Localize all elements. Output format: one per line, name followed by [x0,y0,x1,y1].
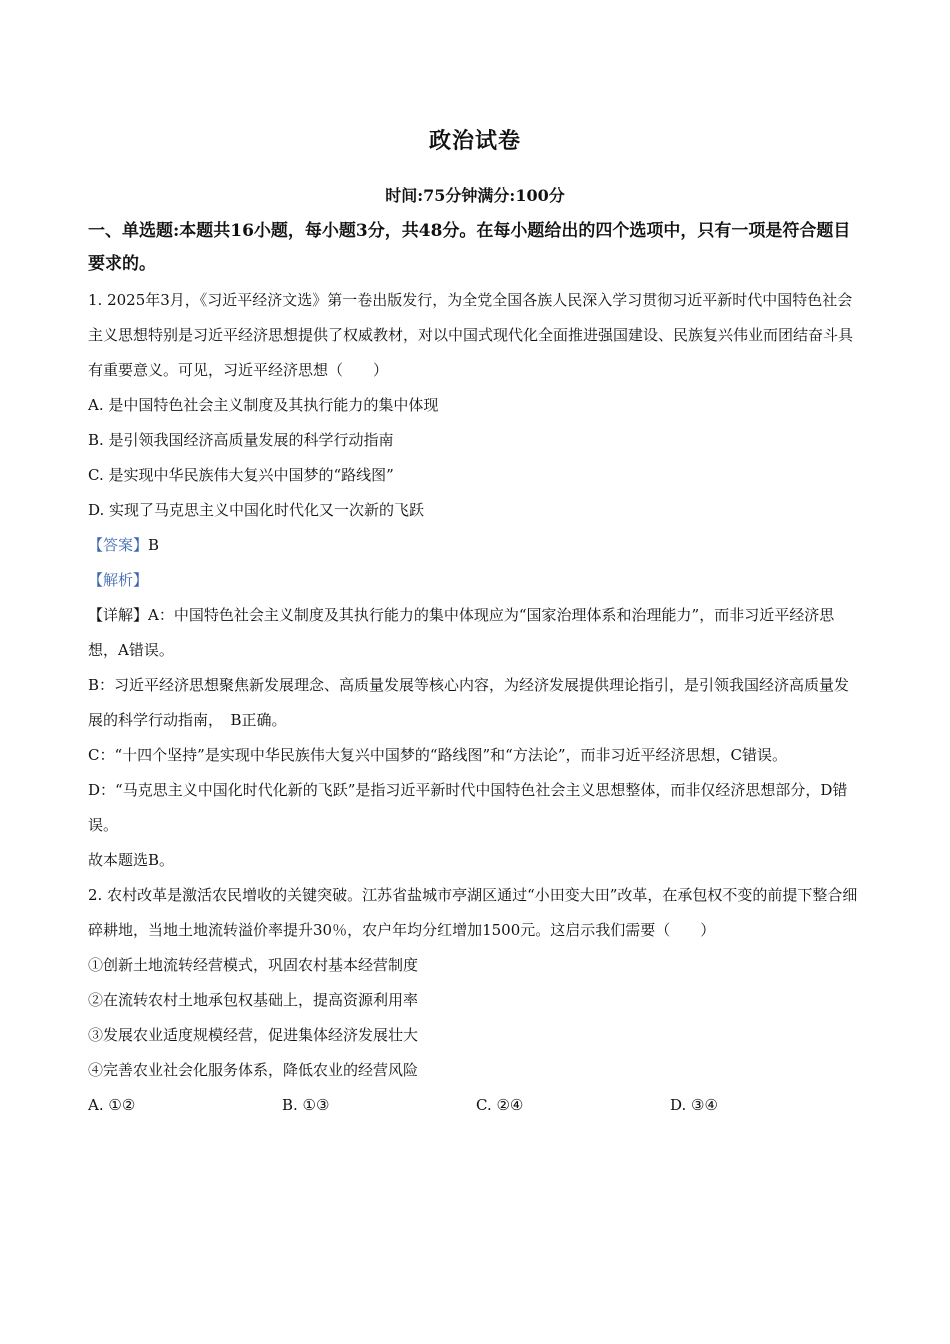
analysis-tag: 【解析】 [88,571,149,589]
answer-tag: 【答案】 [88,536,149,554]
question-2-statement-4: ④完善农业社会化服务体系，降低农业的经营风险 [88,1061,419,1079]
detail-c: C：“十四个坚持”是实现中华民族伟大复兴中国梦的“路线图”和“方法论”，而非习近平经济思想，C错误。 [88,746,787,764]
question-1-stem: 1. 2025年3月，《习近平经济文选》第一卷出版发行，为全党全国各族人民深入学习贯彻习近平新时代中国特色社会主义思想特别是习近平经济思想提供了权威教材，对以中国式现代化全面推进强国建设、民族复兴伟业而团结奋斗具有重要意义。可见，习近平经济思想（ ） [88,291,854,379]
question-2-choices [88,1088,864,1123]
page-title: 政治试卷 [428,128,521,154]
question-2-choice-d: D. ③④ [670,1096,718,1114]
analysis-line [88,563,864,598]
exam-time-score: 时间:75分钟满分:100分 [385,186,565,205]
question-2-choice-b: B. ①③ [282,1096,330,1114]
conclusion: 故本题选B。 [88,851,175,869]
question-1-option-a: A. 是中国特色社会主义制度及其执行能力的集中体现 [88,396,439,414]
detail-a-text: A：中国特色社会主义制度及其执行能力的集中体现应为“国家治理体系和治理能力”，而非习近平经济思想，A错误。 [88,606,835,659]
answer-line [88,528,864,563]
exam-content [88,215,864,1123]
detail-b: B：习近平经济思想聚焦新发展理念、高质量发展等核心内容，为经济发展提供理论指引，是引领我国经济高质量发展的科学行动指南， B正确。 [88,676,850,729]
question-2-stem: 2. 农村改革是激活农民增收的关键突破。江苏省盐城市亭湖区通过“小田变大田”改革，在承包权不变的前提下整合细碎耕地，当地土地流转溢价率提升30％，农户年均分红增加1500元。这启示我们需要（ ） [88,886,858,939]
question-1-option-d: D. 实现了马克思主义中国化时代化又一次新的飞跃 [88,501,425,519]
section-heading: 一、单选题:本题共16小题，每小题3分，共48分。在每小题给出的四个选项中，只有一项是符合题目要求的。 [88,221,851,274]
question-2-choice-c: C. ②④ [476,1096,524,1114]
question-2-statement-1: ①创新土地流转经营模式，巩固农村基本经营制度 [88,956,419,974]
detail-tag: 【详解】 [88,606,149,624]
detail-a [88,598,864,668]
question-2-choice-a: A. ①② [88,1096,136,1114]
question-1-option-c: C. 是实现中华民族伟大复兴中国梦的“路线图” [88,466,394,484]
detail-d: D：“马克思主义中国化时代化新的飞跃”是指习近平新时代中国特色社会主义思想整体，而非仅经济思想部分，D错误。 [88,781,848,834]
question-1-option-b: B. 是引领我国经济高质量发展的科学行动指南 [88,431,394,449]
question-2-statement-3: ③发展农业适度规模经营，促进集体经济发展壮大 [88,1026,419,1044]
answer-value: B [148,536,160,554]
question-2-statement-2: ②在流转农村土地承包权基础上，提高资源利用率 [88,991,419,1009]
